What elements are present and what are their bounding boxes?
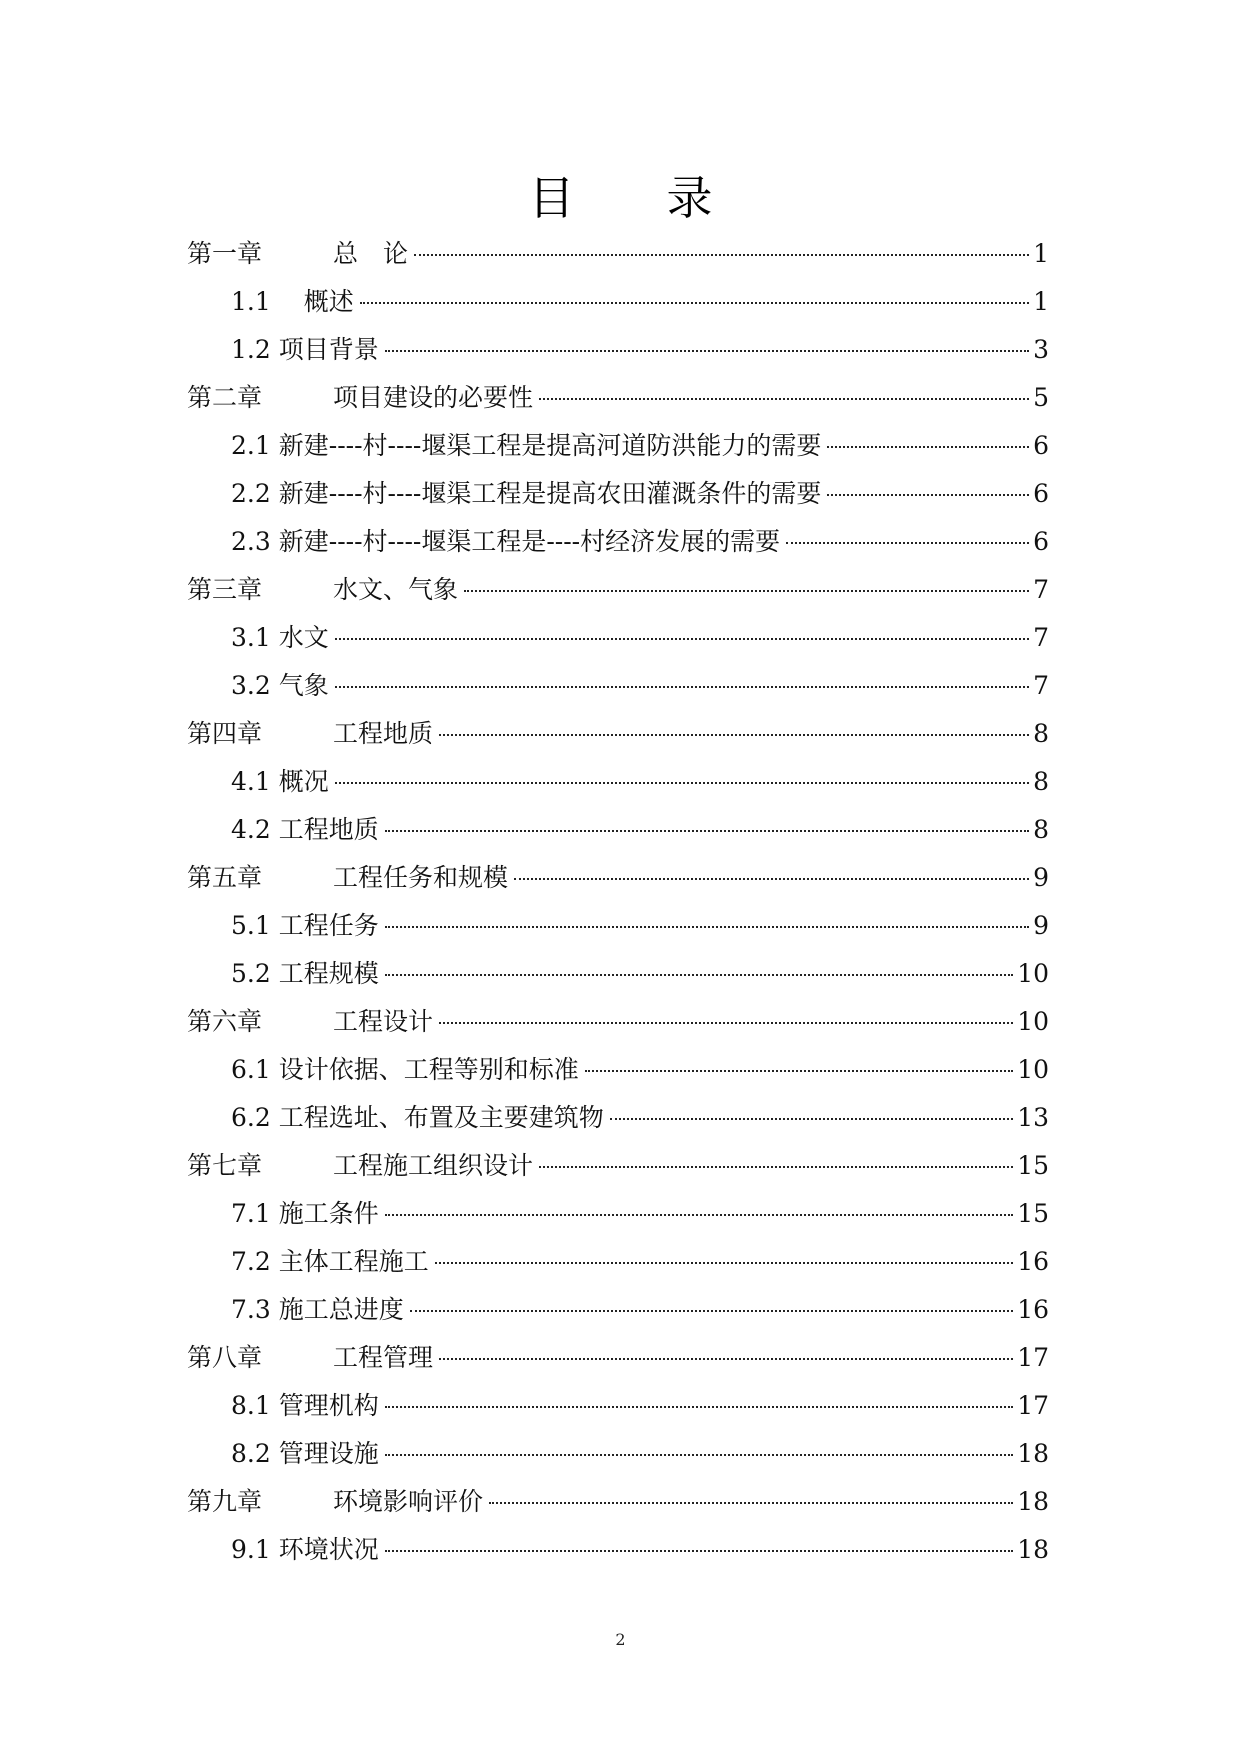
toc-dot-leader — [335, 686, 1029, 688]
toc-entry-title: 总 论 — [333, 239, 409, 268]
toc-section-entry[interactable] — [187, 1382, 1049, 1430]
toc-entry-label — [231, 470, 821, 518]
toc-entry-number: 6.2 — [231, 1103, 271, 1132]
toc-entry-page: 3 — [1033, 335, 1049, 364]
toc-entry-label — [231, 326, 379, 374]
toc-entry-label — [187, 1142, 533, 1190]
toc-section-entry[interactable] — [187, 1430, 1049, 1478]
toc-entry-label — [231, 614, 329, 662]
toc-dot-leader — [439, 734, 1029, 736]
toc-entry-label — [231, 518, 780, 566]
toc-dot-leader — [435, 1262, 1013, 1264]
toc-entry-number: 8.1 — [231, 1391, 271, 1420]
toc-entry-label — [231, 902, 379, 950]
toc-entry-title: 工程规模 — [278, 959, 379, 988]
toc-entry-page: 1 — [1033, 239, 1049, 268]
toc-entry-number: 第七章 — [187, 1151, 263, 1180]
toc-section-entry[interactable] — [187, 278, 1049, 326]
toc-entry-page: 5 — [1033, 383, 1049, 412]
toc-entry-title: 工程地质 — [333, 719, 434, 748]
toc-entry-number: 2.2 — [231, 479, 271, 508]
toc-entry-title: 设计依据、工程等别和标准 — [278, 1055, 579, 1084]
toc-dot-leader — [539, 398, 1029, 400]
toc-entry-number: 5.2 — [231, 959, 271, 988]
table-of-contents — [187, 230, 1049, 1574]
toc-section-entry[interactable] — [187, 1046, 1049, 1094]
toc-entry-title: 工程任务 — [278, 911, 379, 940]
toc-entry-page: 18 — [1017, 1439, 1049, 1468]
toc-section-entry[interactable] — [187, 902, 1049, 950]
toc-entry-page: 6 — [1033, 527, 1049, 556]
toc-chapter-entry[interactable] — [187, 854, 1049, 902]
toc-dot-leader — [514, 878, 1029, 880]
toc-entry-title: 水文、气象 — [333, 575, 459, 604]
toc-section-entry[interactable] — [187, 662, 1049, 710]
toc-entry-number: 4.1 — [231, 767, 271, 796]
toc-entry-number: 第五章 — [187, 863, 263, 892]
toc-dot-leader — [786, 542, 1029, 544]
toc-entry-label — [187, 1478, 483, 1526]
toc-entry-number: 8.2 — [231, 1439, 271, 1468]
toc-entry-number: 第一章 — [187, 239, 263, 268]
toc-section-entry[interactable] — [187, 1526, 1049, 1574]
toc-section-entry[interactable] — [187, 1190, 1049, 1238]
toc-section-entry[interactable] — [187, 422, 1049, 470]
toc-entry-label — [231, 758, 329, 806]
toc-dot-leader — [610, 1118, 1013, 1120]
toc-dot-leader — [414, 254, 1029, 256]
toc-entry-title: 主体工程施工 — [278, 1247, 429, 1276]
toc-dot-leader — [585, 1070, 1013, 1072]
toc-entry-label — [187, 374, 533, 422]
toc-dot-leader — [335, 782, 1029, 784]
toc-chapter-entry[interactable] — [187, 374, 1049, 422]
toc-entry-title: 工程施工组织设计 — [333, 1151, 534, 1180]
toc-entry-label — [231, 422, 821, 470]
toc-entry-title: 概述 — [278, 287, 354, 316]
toc-dot-leader — [827, 494, 1029, 496]
toc-entry-page: 8 — [1033, 815, 1049, 844]
toc-entry-page: 9 — [1033, 863, 1049, 892]
toc-dot-leader — [464, 590, 1029, 592]
toc-entry-page: 17 — [1017, 1343, 1049, 1372]
toc-entry-label — [187, 854, 508, 902]
toc-section-entry[interactable] — [187, 326, 1049, 374]
toc-entry-title: 环境影响评价 — [333, 1487, 484, 1516]
toc-entry-label — [231, 806, 379, 854]
toc-entry-page: 13 — [1017, 1103, 1049, 1132]
toc-entry-title: 管理机构 — [278, 1391, 379, 1420]
toc-section-entry[interactable] — [187, 1094, 1049, 1142]
toc-entry-title: 工程任务和规模 — [333, 863, 509, 892]
toc-entry-page: 7 — [1033, 623, 1049, 652]
toc-entry-page: 10 — [1017, 1055, 1049, 1084]
toc-dot-leader — [385, 974, 1013, 976]
toc-dot-leader — [360, 302, 1029, 304]
toc-entry-title: 新建----村----堰渠工程是提高河道防洪能力的需要 — [278, 431, 822, 460]
toc-entry-title: 项目背景 — [278, 335, 379, 364]
toc-section-entry[interactable] — [187, 758, 1049, 806]
toc-entry-label — [231, 1526, 379, 1574]
toc-entry-number: 4.2 — [231, 815, 271, 844]
toc-entry-title: 新建----村----堰渠工程是提高农田灌溉条件的需要 — [278, 479, 822, 508]
toc-dot-leader — [335, 638, 1029, 640]
toc-entry-title: 工程选址、布置及主要建筑物 — [278, 1103, 604, 1132]
toc-entry-page: 6 — [1033, 479, 1049, 508]
toc-dot-leader — [827, 446, 1029, 448]
toc-entry-number: 5.1 — [231, 911, 271, 940]
toc-entry-page: 15 — [1017, 1199, 1049, 1228]
toc-entry-number: 第八章 — [187, 1343, 263, 1372]
toc-entry-label — [231, 1046, 579, 1094]
toc-entry-number: 7.2 — [231, 1247, 271, 1276]
toc-entry-page: 9 — [1033, 911, 1049, 940]
toc-entry-label — [231, 662, 329, 710]
toc-entry-number: 1.2 — [231, 335, 271, 364]
toc-entry-number: 1.1 — [231, 287, 271, 316]
toc-entry-number: 9.1 — [231, 1535, 271, 1564]
toc-entry-title: 项目建设的必要性 — [333, 383, 534, 412]
toc-entry-number: 7.1 — [231, 1199, 271, 1228]
toc-entry-title: 气象 — [278, 671, 329, 700]
toc-dot-leader — [385, 1406, 1013, 1408]
toc-dot-leader — [385, 830, 1029, 832]
toc-entry-label — [231, 1094, 604, 1142]
toc-chapter-entry[interactable] — [187, 1142, 1049, 1190]
toc-entry-label — [231, 278, 354, 326]
toc-entry-page: 18 — [1017, 1535, 1049, 1564]
page-title: 目录 — [528, 171, 805, 225]
toc-dot-leader — [385, 1454, 1013, 1456]
toc-entry-label — [231, 1382, 379, 1430]
toc-section-entry[interactable] — [187, 1238, 1049, 1286]
toc-entry-label — [187, 998, 433, 1046]
toc-entry-page: 8 — [1033, 719, 1049, 748]
toc-entry-page: 16 — [1017, 1247, 1049, 1276]
toc-dot-leader — [489, 1502, 1013, 1504]
toc-chapter-entry[interactable] — [187, 1334, 1049, 1382]
toc-entry-title: 工程设计 — [333, 1007, 434, 1036]
toc-section-entry[interactable] — [187, 518, 1049, 566]
toc-section-entry[interactable] — [187, 1286, 1049, 1334]
toc-entry-title: 工程管理 — [333, 1343, 434, 1372]
toc-entry-title: 概况 — [278, 767, 329, 796]
toc-entry-number: 2.1 — [231, 431, 271, 460]
toc-entry-title: 水文 — [278, 623, 329, 652]
toc-entry-page: 16 — [1017, 1295, 1049, 1324]
toc-entry-number: 3.1 — [231, 623, 271, 652]
toc-entry-number: 7.3 — [231, 1295, 271, 1324]
toc-dot-leader — [410, 1310, 1013, 1312]
toc-entry-number: 第四章 — [187, 719, 263, 748]
toc-dot-leader — [439, 1022, 1013, 1024]
toc-dot-leader — [385, 926, 1029, 928]
toc-entry-page: 1 — [1033, 287, 1049, 316]
toc-entry-page: 18 — [1017, 1487, 1049, 1516]
toc-entry-page: 7 — [1033, 575, 1049, 604]
toc-entry-number: 第九章 — [187, 1487, 263, 1516]
toc-chapter-entry[interactable] — [187, 566, 1049, 614]
toc-dot-leader — [385, 1214, 1013, 1216]
toc-entry-page: 15 — [1017, 1151, 1049, 1180]
toc-entry-label — [231, 1286, 404, 1334]
toc-entry-title: 环境状况 — [278, 1535, 379, 1564]
toc-entry-title: 新建----村----堰渠工程是----村经济发展的需要 — [278, 527, 781, 556]
toc-entry-number: 第二章 — [187, 383, 263, 412]
toc-entry-label — [187, 710, 433, 758]
toc-entry-title: 施工总进度 — [278, 1295, 404, 1324]
toc-chapter-entry[interactable] — [187, 1478, 1049, 1526]
toc-section-entry[interactable] — [187, 470, 1049, 518]
toc-entry-label — [187, 230, 408, 278]
toc-entry-label — [187, 566, 458, 614]
toc-section-entry[interactable] — [187, 614, 1049, 662]
toc-entry-number: 第六章 — [187, 1007, 263, 1036]
toc-section-entry[interactable] — [187, 806, 1049, 854]
toc-entry-title: 工程地质 — [278, 815, 379, 844]
toc-dot-leader — [385, 1550, 1013, 1552]
toc-entry-page: 17 — [1017, 1391, 1049, 1420]
toc-chapter-entry[interactable] — [187, 230, 1049, 278]
toc-entry-label — [187, 1334, 433, 1382]
toc-entry-number: 第三章 — [187, 575, 263, 604]
toc-entry-page: 7 — [1033, 671, 1049, 700]
toc-entry-label — [231, 1238, 429, 1286]
toc-entry-label — [231, 1430, 379, 1478]
toc-chapter-entry[interactable] — [187, 710, 1049, 758]
toc-entry-number: 2.3 — [231, 527, 271, 556]
toc-dot-leader — [385, 350, 1029, 352]
page-number: 2 — [615, 1630, 626, 1649]
toc-entry-label — [231, 1190, 379, 1238]
toc-entry-page: 10 — [1017, 959, 1049, 988]
toc-entry-title: 管理设施 — [278, 1439, 379, 1468]
toc-entry-title: 施工条件 — [278, 1199, 379, 1228]
toc-entry-page: 8 — [1033, 767, 1049, 796]
toc-section-entry[interactable] — [187, 950, 1049, 998]
toc-entry-number: 3.2 — [231, 671, 271, 700]
toc-entry-number: 6.1 — [231, 1055, 271, 1084]
toc-dot-leader — [539, 1166, 1013, 1168]
toc-entry-page: 6 — [1033, 431, 1049, 460]
toc-entry-label — [231, 950, 379, 998]
toc-entry-page: 10 — [1017, 1007, 1049, 1036]
toc-dot-leader — [439, 1358, 1013, 1360]
toc-chapter-entry[interactable] — [187, 998, 1049, 1046]
